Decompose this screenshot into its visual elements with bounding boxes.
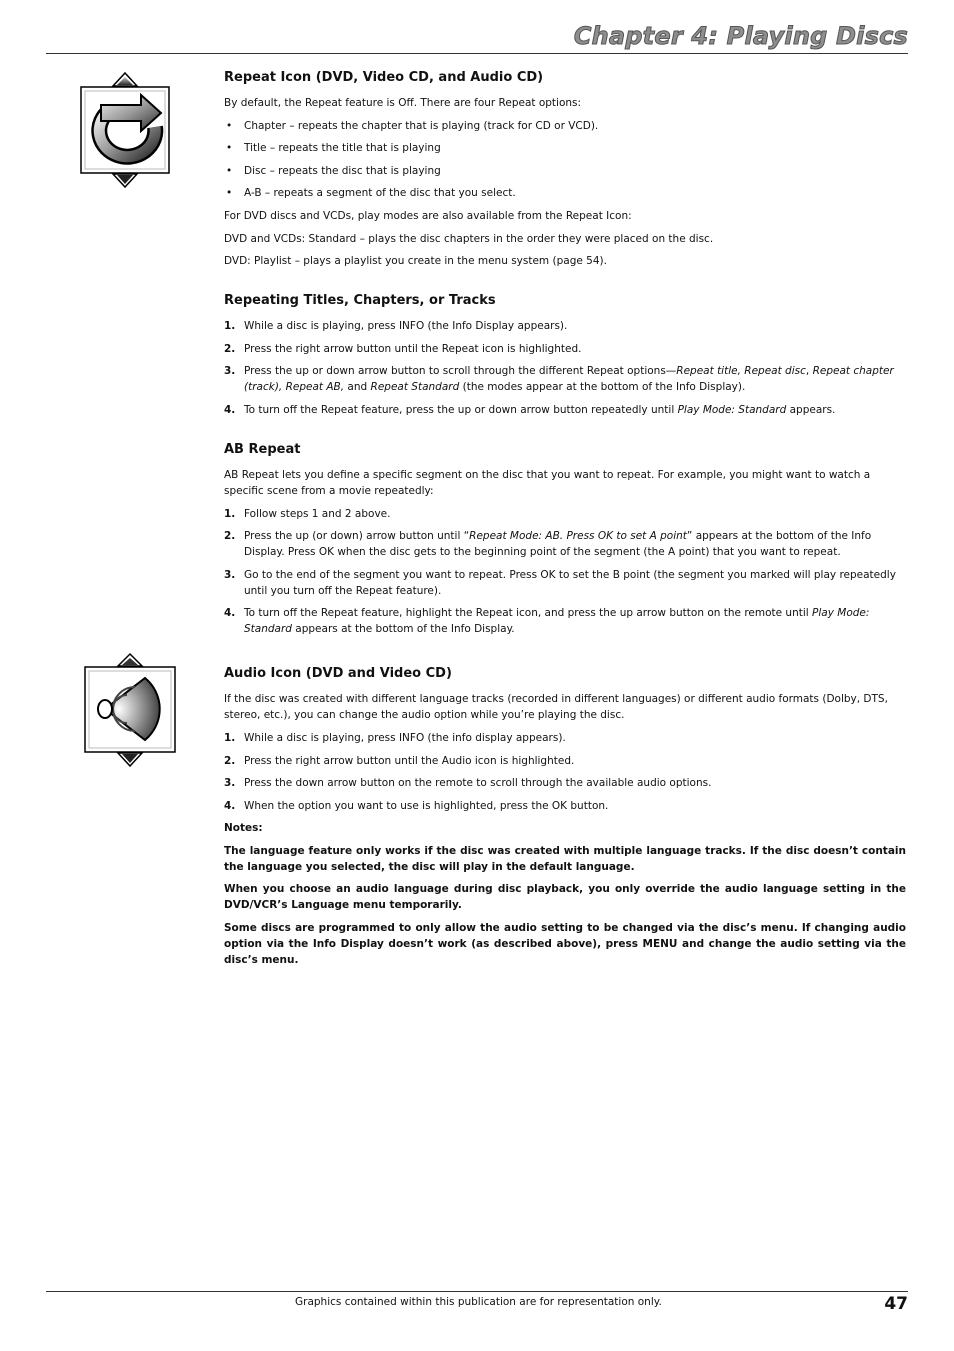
audio-intro: If the disc was created with different language tracks (recorded in different languages) or different audio formats (Dolby, DTS, stereo, etc.), you can change the audio option while you’re playing the disc. <box>224 693 888 722</box>
note-disc-menu: Some discs are programmed to only allow the audio setting to be changed via the disc’s menu. If changing audio option via the Info Display doesn’t work (as described above), press MENU and change the audio setting via the disc’s menu. <box>224 922 906 967</box>
play-mode-playlist: DVD: Playlist – plays a playlist you create in the menu system (page 54). <box>224 255 607 268</box>
audio-step-2: 2. Press the right arrow button until the Audio icon is highlighted. <box>224 754 575 767</box>
audio-speaker-icon <box>83 652 177 768</box>
audio-icon-heading: Audio Icon (DVD and Video CD) <box>224 666 452 682</box>
repeating-step-3: 3. Press the up or down arrow button to scroll through the different Repeat options—Repeat title, Repeat disc, Repeat chapter (track), Repeat AB, and Repeat Standard (the modes appear at the bottom of the Info Display). <box>224 365 894 394</box>
repeating-heading: Repeating Titles, Chapters, or Tracks <box>224 293 496 309</box>
play-modes-paragraph: For DVD discs and VCDs, play modes are also available from the Repeat Icon: <box>224 209 632 222</box>
ab-repeat-heading: AB Repeat <box>224 441 301 457</box>
ab-step-3: 3. Go to the end of the segment you want to repeat. Press OK to set the B point (the segment you marked will play repeatedly until you turn off the Repeat feature). <box>224 568 896 597</box>
notes-label: Notes: <box>224 822 263 835</box>
ab-step-2: 2. Press the up (or down) arrow button until “Repeat Mode: AB. Press OK to set A point” appears at the bottom of the Info Display. Press OK when the disc gets to the beginning point of the segment (the A point) that you want to repeat. <box>224 530 872 559</box>
audio-step-3: 3. Press the down arrow button on the remote to scroll through the available audio options. <box>224 777 712 790</box>
repeat-option-title: • Title – repeats the title that is playing <box>226 142 441 155</box>
page-number: 47 <box>884 1294 908 1314</box>
repeating-step-4: 4. To turn off the Repeat feature, press the up or down arrow button repeatedly until Play Mode: Standard appears. <box>224 403 836 416</box>
chapter-title: Chapter 4: Playing Discs <box>573 22 908 50</box>
header-rule <box>46 53 908 54</box>
note-language-feature: The language feature only works if the disc was created with multiple language tracks. If the disc doesn’t contain the language you selected, the disc will play in the default language. <box>224 844 906 873</box>
ab-step-1: 1. Follow steps 1 and 2 above. <box>224 507 391 520</box>
audio-step-1: 1. While a disc is playing, press INFO (the info display appears). <box>224 731 566 744</box>
repeat-option-chapter: • Chapter – repeats the chapter that is playing (track for CD or VCD). <box>226 119 599 132</box>
repeat-option-disc: • Disc – repeats the disc that is playing <box>226 164 441 177</box>
repeat-option-ab: • A-B – repeats a segment of the disc that you select. <box>226 187 516 200</box>
repeat-icon-heading: Repeat Icon (DVD, Video CD, and Audio CD) <box>224 70 544 85</box>
note-temporary-override: When you choose an audio language during disc playback, you only override the audio language setting in the DVD/VCR’s Language menu temporarily. <box>224 883 906 912</box>
ab-step-4: 4. To turn off the Repeat feature, highlight the Repeat icon, and press the up arrow button on the remote until Play Mode: Standard appears at the bottom of the Info Display. <box>224 607 870 636</box>
audio-step-4: 4. When the option you want to use is highlighted, press the OK button. <box>224 799 609 812</box>
repeating-step-2: 2. Press the right arrow button until the Repeat icon is highlighted. <box>224 342 582 355</box>
ab-repeat-intro: AB Repeat lets you define a specific segment on the disc that you want to repeat. For example, you might want to watch a specific scene from a movie repeatedly: <box>224 468 871 497</box>
repeating-step-1: 1. While a disc is playing, press INFO (the Info Display appears). <box>224 320 568 333</box>
main-content <box>224 69 906 975</box>
repeat-icon <box>79 71 171 191</box>
footer-note: Graphics contained within this publication are for representation only. <box>295 1296 662 1308</box>
footer-rule <box>46 1291 908 1292</box>
repeat-intro: By default, the Repeat feature is Off. There are four Repeat options: <box>224 97 582 109</box>
play-mode-standard: DVD and VCDs: Standard – plays the disc chapters in the order they were placed on the disc. <box>224 232 714 245</box>
